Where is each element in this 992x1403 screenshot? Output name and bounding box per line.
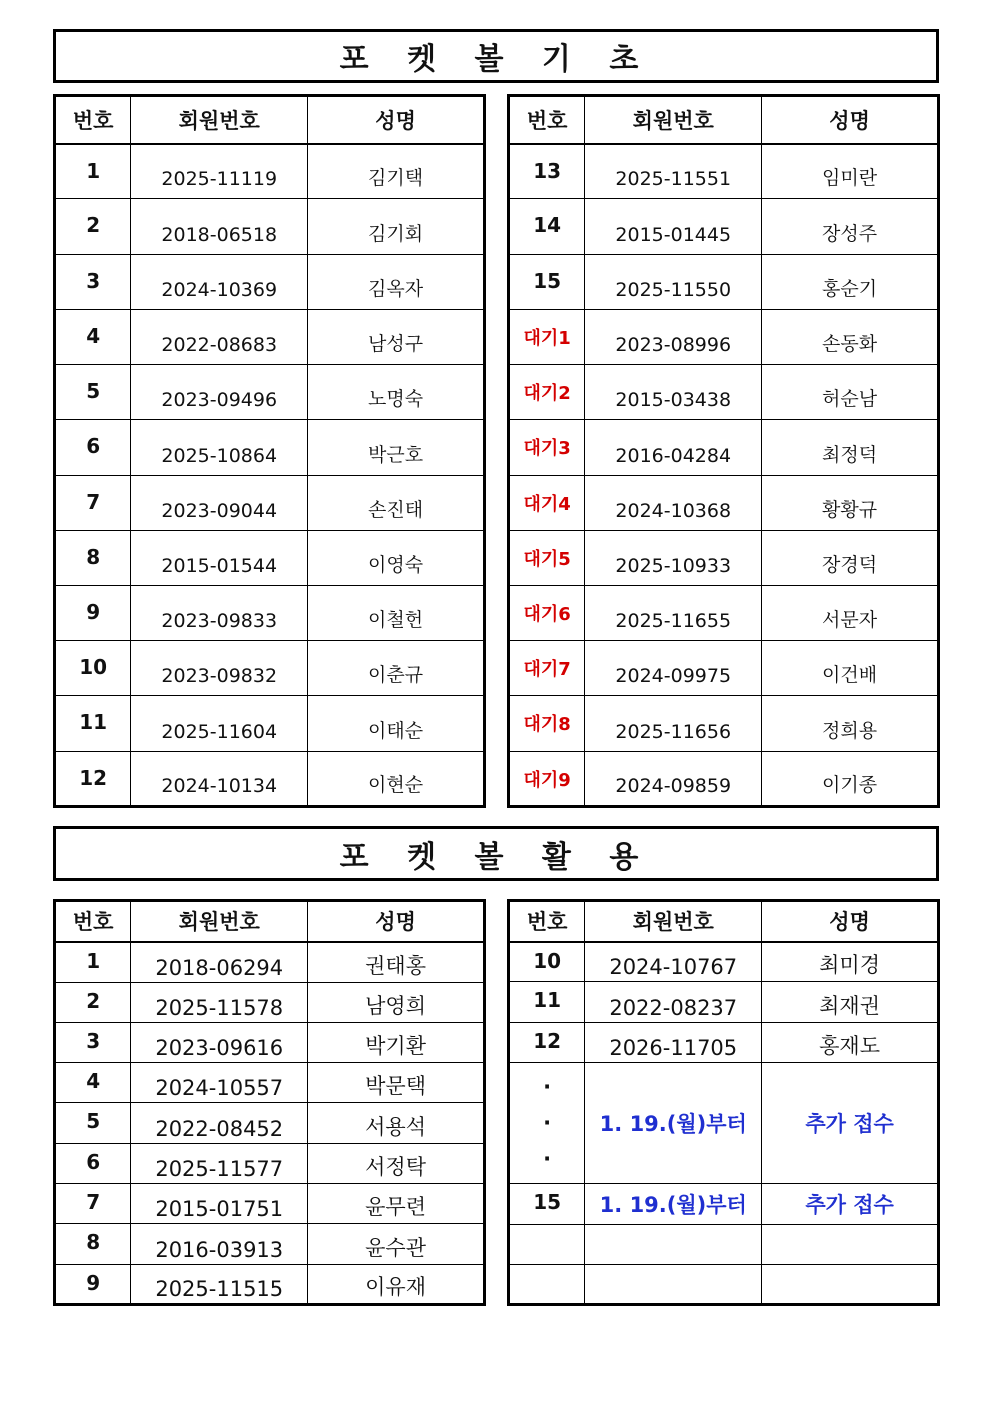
row-number: 13 <box>509 144 585 199</box>
row-number: 4 <box>55 1063 131 1103</box>
waitlist-number: 대기8 <box>509 696 585 751</box>
row-number: 9 <box>55 1264 131 1304</box>
notice-date: 1. 19.(월)부터 <box>585 1062 762 1184</box>
member-name: 허순남 <box>762 365 939 420</box>
table-row <box>55 1143 485 1183</box>
row-number: 10 <box>55 641 131 696</box>
member-id: 2024-09975 <box>585 641 762 696</box>
row-number: 2 <box>55 982 131 1022</box>
table-row <box>55 751 485 806</box>
member-name: 윤무련 <box>308 1184 485 1224</box>
member-name: 임미란 <box>762 144 939 199</box>
member-name: 김기회 <box>308 199 485 254</box>
table-row <box>509 1022 939 1062</box>
row-number: 6 <box>55 420 131 475</box>
member-id: 2024-10368 <box>585 475 762 530</box>
header-name: 성명 <box>308 901 485 942</box>
row-number: 1 <box>55 144 131 199</box>
waitlist-number: 대기1 <box>509 309 585 364</box>
member-name: 이영숙 <box>308 530 485 585</box>
row-number: 14 <box>509 199 585 254</box>
header-name: 성명 <box>762 901 939 942</box>
member-id: 2026-11705 <box>585 1022 762 1062</box>
table-row <box>55 1022 485 1062</box>
member-id: 2015-01544 <box>131 530 308 585</box>
member-name: 박문택 <box>308 1063 485 1103</box>
member-id: 2023-09044 <box>131 475 308 530</box>
member-name: 이유재 <box>308 1264 485 1304</box>
header-number: 번호 <box>509 901 585 942</box>
member-id: 2025-11656 <box>585 696 762 751</box>
table-row <box>509 585 939 640</box>
member-id: 2022-08452 <box>131 1103 308 1143</box>
header-member-id: 회원번호 <box>131 96 308 144</box>
table-row <box>509 641 939 696</box>
member-name: 박기환 <box>308 1022 485 1062</box>
header-name: 성명 <box>308 96 485 144</box>
member-name: 정희용 <box>762 696 939 751</box>
header-number: 번호 <box>55 96 131 144</box>
header-member-id: 회원번호 <box>131 901 308 942</box>
row-number: 4 <box>55 309 131 364</box>
row-number: 8 <box>55 530 131 585</box>
table-header-row <box>509 901 939 942</box>
member-id: 2025-11550 <box>585 254 762 309</box>
notice-text: 추가 접수 <box>762 1062 939 1184</box>
row-number: 8 <box>55 1224 131 1264</box>
waitlist-number: 대기2 <box>509 365 585 420</box>
row-number: 7 <box>55 475 131 530</box>
member-id: 2024-09859 <box>585 751 762 806</box>
table-row <box>55 942 485 982</box>
row-number: 3 <box>55 254 131 309</box>
member-id: 2015-01751 <box>131 1184 308 1224</box>
header-number: 번호 <box>55 901 131 942</box>
row-number: 7 <box>55 1184 131 1224</box>
member-id: 2022-08237 <box>585 982 762 1022</box>
empty-row <box>509 1224 939 1264</box>
table-row <box>509 365 939 420</box>
member-name: 이건배 <box>762 641 939 696</box>
member-id: 2025-11515 <box>131 1264 308 1304</box>
member-name: 황황규 <box>762 475 939 530</box>
basic-roster-table-left <box>53 94 486 808</box>
notice-date: 1. 19.(월)부터 <box>585 1184 762 1224</box>
header-member-id: 회원번호 <box>585 901 762 942</box>
table-row <box>55 1224 485 1264</box>
table-row <box>509 751 939 806</box>
section-title-basic: 포 켓 볼 기 초 <box>53 29 939 83</box>
table-row <box>55 365 485 420</box>
member-name: 김기택 <box>308 144 485 199</box>
member-id: 2023-09616 <box>131 1022 308 1062</box>
row-number: 12 <box>509 1022 585 1062</box>
member-id: 2015-01445 <box>585 199 762 254</box>
member-name: 김옥자 <box>308 254 485 309</box>
member-name: 윤수관 <box>308 1224 485 1264</box>
member-id: 2025-11577 <box>131 1143 308 1183</box>
row-number: 9 <box>55 585 131 640</box>
member-id: 2018-06294 <box>131 942 308 982</box>
table-row <box>55 254 485 309</box>
row-number: 15 <box>509 1184 585 1224</box>
notice-row-last <box>509 1184 939 1224</box>
header-name: 성명 <box>762 96 939 144</box>
table-row <box>509 420 939 475</box>
member-name: 장경덕 <box>762 530 939 585</box>
advanced-roster-table-right <box>507 899 940 1306</box>
notice-row <box>509 1062 939 1184</box>
notice-text: 추가 접수 <box>762 1184 939 1224</box>
waitlist-number: 대기9 <box>509 751 585 806</box>
member-name: 이철헌 <box>308 585 485 640</box>
row-number: 11 <box>509 982 585 1022</box>
member-name: 최재권 <box>762 982 939 1022</box>
section-title-advanced: 포 켓 볼 활 용 <box>53 826 939 881</box>
dot: · <box>543 1147 552 1172</box>
table-row <box>55 475 485 530</box>
waitlist-number: 대기5 <box>509 530 585 585</box>
member-name: 권태홍 <box>308 942 485 982</box>
table-row <box>509 475 939 530</box>
member-name: 서정탁 <box>308 1143 485 1183</box>
ellipsis-dots <box>509 1062 585 1184</box>
member-name: 이기종 <box>762 751 939 806</box>
table-row <box>55 1264 485 1304</box>
member-name: 손동화 <box>762 309 939 364</box>
member-id: 2022-08683 <box>131 309 308 364</box>
member-id: 2018-06518 <box>131 199 308 254</box>
member-name: 이춘규 <box>308 641 485 696</box>
header-member-id: 회원번호 <box>585 96 762 144</box>
member-name: 서문자 <box>762 585 939 640</box>
member-id: 2023-09496 <box>131 365 308 420</box>
table-row <box>55 199 485 254</box>
member-name: 장성주 <box>762 199 939 254</box>
dot: · <box>543 1111 552 1136</box>
member-name: 서용석 <box>308 1103 485 1143</box>
row-number: 5 <box>55 365 131 420</box>
table-row <box>509 309 939 364</box>
waitlist-number: 대기4 <box>509 475 585 530</box>
member-name: 홍재도 <box>762 1022 939 1062</box>
waitlist-number: 대기6 <box>509 585 585 640</box>
row-number: 3 <box>55 1022 131 1062</box>
table-row <box>509 254 939 309</box>
member-id: 2015-03438 <box>585 365 762 420</box>
table-header-row <box>55 901 485 942</box>
waitlist-number: 대기3 <box>509 420 585 475</box>
member-id: 2024-10369 <box>131 254 308 309</box>
table-row <box>55 696 485 751</box>
table-row <box>509 942 939 982</box>
table-row <box>55 982 485 1022</box>
row-number: 1 <box>55 942 131 982</box>
row-number: 5 <box>55 1103 131 1143</box>
table-row <box>509 696 939 751</box>
table-row <box>55 144 485 199</box>
member-id: 2016-03913 <box>131 1224 308 1264</box>
member-id: 2025-10933 <box>585 530 762 585</box>
member-id: 2025-11578 <box>131 982 308 1022</box>
member-name: 홍순기 <box>762 254 939 309</box>
member-id: 2016-04284 <box>585 420 762 475</box>
member-id: 2023-09832 <box>131 641 308 696</box>
member-id: 2025-10864 <box>131 420 308 475</box>
row-number: 12 <box>55 751 131 806</box>
row-number: 2 <box>55 199 131 254</box>
member-id: 2024-10557 <box>131 1063 308 1103</box>
table-row <box>55 1103 485 1143</box>
member-name: 최미경 <box>762 942 939 982</box>
table-row <box>55 1063 485 1103</box>
table-row <box>509 530 939 585</box>
table-header-row <box>55 96 485 144</box>
row-number: 6 <box>55 1143 131 1183</box>
empty-row <box>509 1264 939 1304</box>
member-id: 2025-11655 <box>585 585 762 640</box>
row-number: 11 <box>55 696 131 751</box>
member-name: 최정덕 <box>762 420 939 475</box>
member-id: 2024-10767 <box>585 942 762 982</box>
table-row <box>55 641 485 696</box>
table-row <box>55 585 485 640</box>
member-name: 박근호 <box>308 420 485 475</box>
member-id: 2024-10134 <box>131 751 308 806</box>
advanced-roster-table-left <box>53 899 486 1306</box>
member-name: 이태순 <box>308 696 485 751</box>
member-id: 2023-09833 <box>131 585 308 640</box>
member-id: 2023-08996 <box>585 309 762 364</box>
table-row <box>509 982 939 1022</box>
member-name: 이현순 <box>308 751 485 806</box>
table-row <box>509 199 939 254</box>
member-name: 손진태 <box>308 475 485 530</box>
member-name: 남성구 <box>308 309 485 364</box>
member-id: 2025-11119 <box>131 144 308 199</box>
member-name: 노명숙 <box>308 365 485 420</box>
table-row <box>509 144 939 199</box>
member-id: 2025-11551 <box>585 144 762 199</box>
basic-roster-table-right <box>507 94 940 808</box>
member-name: 남영희 <box>308 982 485 1022</box>
header-number: 번호 <box>509 96 585 144</box>
member-id: 2025-11604 <box>131 696 308 751</box>
row-number: 15 <box>509 254 585 309</box>
table-row <box>55 1184 485 1224</box>
waitlist-number: 대기7 <box>509 641 585 696</box>
table-row <box>55 530 485 585</box>
table-row <box>55 309 485 364</box>
dot: · <box>543 1075 552 1100</box>
row-number: 10 <box>509 942 585 982</box>
table-row <box>55 420 485 475</box>
table-header-row <box>509 96 939 144</box>
